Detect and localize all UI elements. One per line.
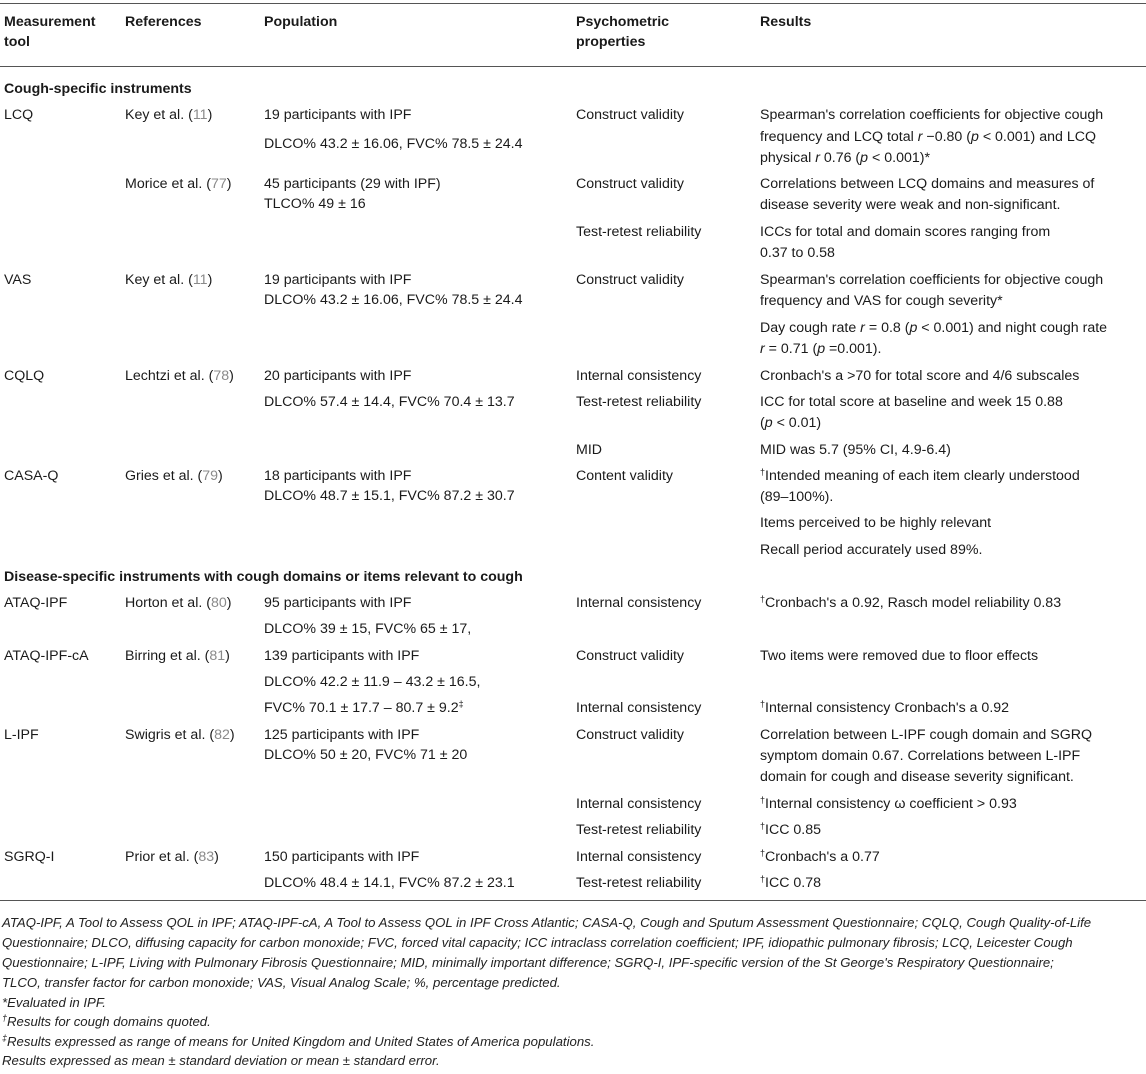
result-line: (p < 0.01) [760,415,822,431]
property-cell: Test-retest reliability [576,224,702,240]
population-line: DLCO% 43.2 ± 16.06, FVC% 78.5 ± 24.4 [264,292,523,308]
result-line: Spearman's correlation coefficients for objective cough [760,107,1104,123]
result-line: Items perceived to be highly relevant [760,515,992,531]
result-line: Two items were removed due to floor effects [760,648,1039,664]
reference-key-vas: Key et al. (11) [125,272,213,288]
citation-link[interactable]: 11 [192,272,208,288]
property-cell: Construct validity [576,176,685,192]
tool-sgrq-i: SGRQ-I [4,849,55,865]
population-line: DLCO% 43.2 ± 16.06, FVC% 78.5 ± 24.4 [264,136,523,152]
population-line: 18 participants with IPF [264,468,412,484]
citation-link[interactable]: 11 [192,107,208,123]
population-line: 150 participants with IPF [264,849,420,865]
result-line: Day cough rate r = 0.8 (p < 0.001) and night cough rate [760,320,1108,336]
result-line: †Cronbach's a 0.92, Rasch model reliability 0.83 [760,594,1062,611]
header-population: Population [264,14,338,30]
reference-key-lcq: Key et al. (11) [125,107,213,123]
footnote-star: *Evaluated in IPF. [2,995,106,1010]
header-psychometric-line2: properties [576,34,646,50]
result-line: frequency and LCQ total r −0.80 (p < 0.001) and LCQ [760,129,1096,145]
result-line: Recall period accurately used 89%. [760,542,983,558]
reference-prior: Prior et al. (83) [125,849,219,865]
reference-morice: Morice et al. (77) [125,176,232,192]
result-line: physical r 0.76 (p < 0.001)* [760,150,930,166]
population-line: 95 participants with IPF [264,595,412,611]
citation-link[interactable]: 79 [202,468,219,484]
header-measurement-tool-line1: Measurement [4,14,96,30]
population-line: FVC% 70.1 ± 17.7 – 80.7 ± 9.2‡ [264,699,464,716]
reference-lechtzi: Lechtzi et al. (78) [125,368,234,384]
property-cell: Internal consistency [576,700,702,716]
population-line: 45 participants (29 with IPF) [264,176,441,192]
header-references: References [125,14,202,30]
property-cell: MID [576,442,603,458]
tool-vas: VAS [4,272,32,288]
result-line: †Internal consistency ω coefficient > 0.93 [760,795,1017,812]
property-cell: Construct validity [576,272,685,288]
property-cell: Construct validity [576,727,685,743]
footnote-double-dagger: ‡Results expressed as range of means for United Kingdom and United States of America populations. [2,1033,595,1049]
tool-ataq-ipf: ATAQ-IPF [4,595,68,611]
property-cell: Test-retest reliability [576,875,702,891]
population-line: DLCO% 48.7 ± 15.1, FVC% 87.2 ± 30.7 [264,488,515,504]
property-cell: Construct validity [576,107,685,123]
property-cell: Test-retest reliability [576,394,702,410]
property-cell: Content validity [576,468,673,484]
population-line: DLCO% 39 ± 15, FVC% 65 ± 17, [264,621,472,637]
tool-casa-q: CASA-Q [4,468,59,484]
citation-link[interactable]: 78 [213,368,230,384]
population-line: 19 participants with IPF [264,272,412,288]
result-line: †Internal consistency Cronbach's a 0.92 [760,699,1010,716]
result-line: Cronbach's a >70 for total score and 4/6 subscales [760,368,1080,384]
reference-horton: Horton et al. (80) [125,595,232,611]
property-cell: Test-retest reliability [576,822,702,838]
header-bottom-rule [0,66,1146,67]
footnote-mean-note: Results expressed as mean ± standard deviation or mean ± standard error. [2,1053,440,1068]
result-line: 0.37 to 0.58 [760,245,835,261]
result-line: Spearman's correlation coefficients for objective cough [760,272,1104,288]
result-line: MID was 5.7 (95% CI, 4.9-6.4) [760,442,951,458]
tool-lcq: LCQ [4,107,34,123]
citation-link[interactable]: 77 [210,176,227,192]
population-line: 20 participants with IPF [264,368,412,384]
reference-birring: Birring et al. (81) [125,648,230,664]
header-psychometric-line1: Psychometric [576,14,670,30]
result-line: domain for cough and disease severity significant. [760,769,1074,785]
result-line: symptom domain 0.67. Correlations between L-IPF [760,748,1081,764]
result-line: †Intended meaning of each item clearly understood [760,467,1080,484]
table-top-rule [0,3,1146,4]
tool-ataq-ipf-ca: ATAQ-IPF-cA [4,648,89,664]
citation-link[interactable]: 80 [210,595,227,611]
population-line: 19 participants with IPF [264,107,412,123]
population-line: DLCO% 48.4 ± 14.1, FVC% 87.2 ± 23.1 [264,875,515,891]
citation-link[interactable]: 82 [214,727,230,743]
header-measurement-tool-line2: tool [4,34,30,50]
footnote-abbreviations: ATAQ-IPF, A Tool to Assess QOL in IPF; ATAQ-IPF-cA, A Tool to Assess QOL in IPF Cross Atlantic; CASA-Q, Cough and Sputum Assessment Questionnaire; CQLQ, Cough Quality-of-Life [2,915,1092,930]
reference-swigris: Swigris et al. (82) [125,727,235,743]
citation-link[interactable]: 81 [209,648,226,664]
footnote-abbreviations: Questionnaire; DLCO, diffusing capacity for carbon monoxide; FVC, forced vital capacity; ICC intraclass correlation coefficient; IPF, idiopathic pulmonary fibrosis; LCQ, Leicester Cough [2,935,1073,950]
tool-cqlq: CQLQ [4,368,45,384]
result-line: (89–100%). [760,489,834,505]
footnote-abbreviations: Questionnaire; L-IPF, Living with Pulmonary Fibrosis Questionnaire; MID, minimally important difference; SGRQ-I, IPF-specific version of the St George's Respiratory Questionnaire; [2,955,1054,970]
tool-l-ipf: L-IPF [4,727,39,743]
result-line: ICC for total score at baseline and week 15 0.88 [760,394,1063,410]
reference-gries: Gries et al. (79) [125,468,223,484]
population-line: DLCO% 42.2 ± 11.9 – 43.2 ± 16.5, [264,674,481,690]
result-line: disease severity were weak and non-significant. [760,197,1061,213]
result-line: Correlation between L-IPF cough domain and SGRQ [760,727,1093,743]
property-cell: Internal consistency [576,849,702,865]
result-line: †Cronbach's a 0.77 [760,848,880,865]
table-bottom-rule [0,900,1146,901]
result-line: frequency and VAS for cough severity* [760,293,1003,309]
footnote-abbreviations: TLCO, transfer factor for carbon monoxide; VAS, Visual Analog Scale; %, percentage predicted. [2,975,561,990]
population-line: 139 participants with IPF [264,648,420,664]
property-cell: Internal consistency [576,595,702,611]
population-line: DLCO% 50 ± 20, FVC% 71 ± 20 [264,747,468,763]
population-line: 125 participants with IPF [264,727,420,743]
result-line: ICCs for total and domain scores ranging from [760,224,1051,240]
section-cough-specific: Cough-specific instruments [4,81,192,97]
population-line: DLCO% 57.4 ± 14.4, FVC% 70.4 ± 13.7 [264,394,515,410]
footnote-dagger: †Results for cough domains quoted. [2,1013,211,1029]
result-line: †ICC 0.85 [760,821,822,838]
property-cell: Construct validity [576,648,685,664]
result-line: †ICC 0.78 [760,874,822,891]
header-results: Results [760,14,812,30]
result-line: Correlations between LCQ domains and measures of [760,176,1095,192]
result-line: r = 0.71 (p =0.001). [760,341,882,357]
population-line: TLCO% 49 ± 16 [264,196,366,212]
property-cell: Internal consistency [576,368,702,384]
citation-link[interactable]: 83 [198,849,215,865]
section-disease-specific: Disease-specific instruments with cough domains or items relevant to cough [4,569,523,585]
property-cell: Internal consistency [576,796,702,812]
